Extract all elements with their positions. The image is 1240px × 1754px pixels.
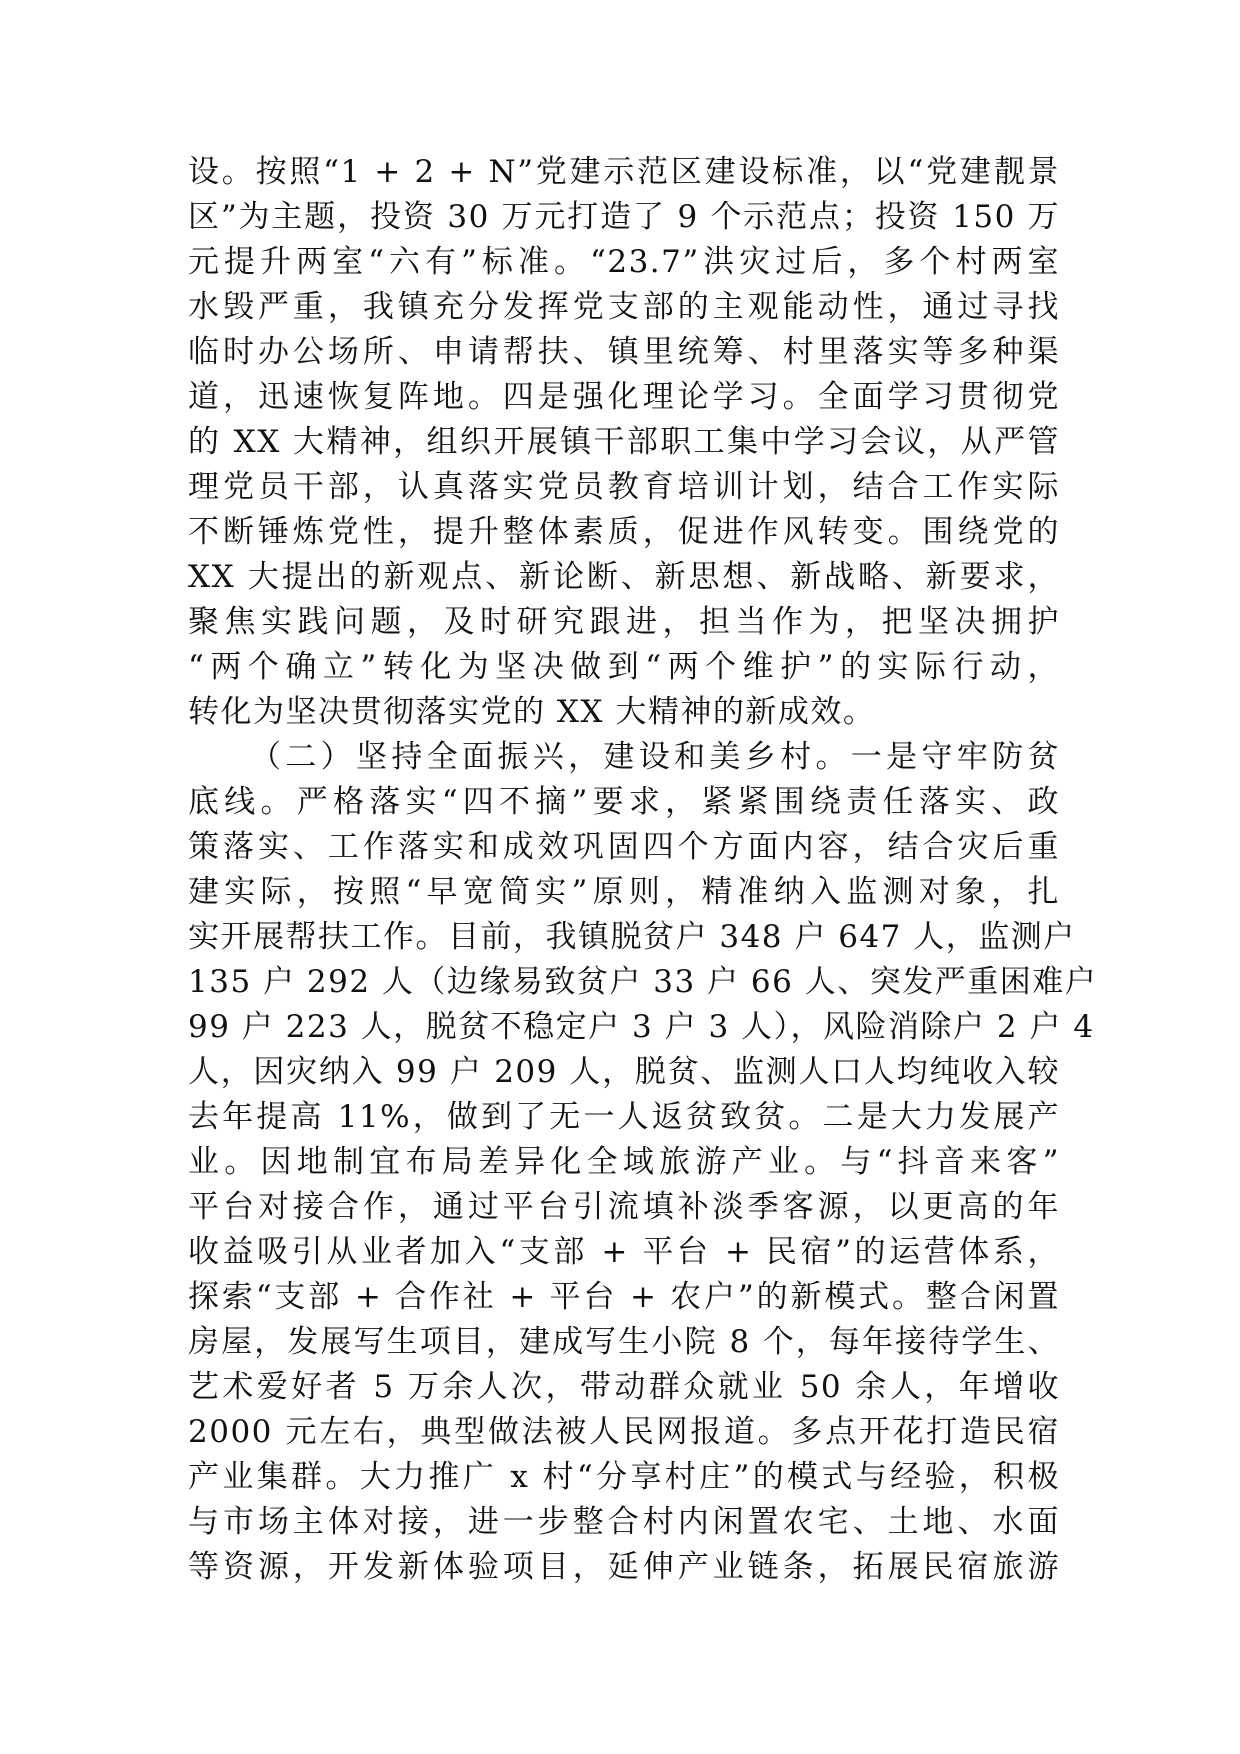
- text-line: “两个确立”转化为坚决做到“两个维护”的实际行动，: [188, 649, 1060, 685]
- text-line: 道，迅速恢复阵地。四是强化理论学习。全面学习贯彻党: [188, 379, 1060, 415]
- text-line: 人，因灾纳入 99 户 209 人，脱贫、监测人口人均纯收入较: [188, 1054, 1060, 1090]
- text-line: 艺术爱好者 5 万余人次，带动群众就业 50 余人，年增收: [188, 1369, 1060, 1405]
- text-line: 聚焦实践问题，及时研究跟进，担当作为，把坚决拥护: [188, 604, 1060, 640]
- text-line: 临时办公场所、申请帮扶、镇里统筹、村里落实等多种渠: [188, 334, 1060, 370]
- text-line: 设。按照“1 + 2 + N”党建示范区建设标准，以“党建靓景: [188, 154, 1060, 190]
- text-line: 的 XX 大精神，组织开展镇干部职工集中学习会议，从严管: [188, 424, 1060, 460]
- text-line: 业。因地制宜布局差异化全域旅游产业。与“抖音来客”: [188, 1144, 1060, 1180]
- text-line: 2000 元左右，典型做法被人民网报道。多点开花打造民宿: [188, 1414, 1060, 1450]
- text-line: 不断锤炼党性，提升整体素质，促进作风转变。围绕党的: [188, 514, 1060, 550]
- text-line: 策落实、工作落实和成效巩固四个方面内容，结合灾后重: [188, 829, 1060, 865]
- text-line: 房屋，发展写生项目，建成写生小院 8 个，每年接待学生、: [188, 1324, 1060, 1360]
- section-heading-line: （二）坚持全面振兴，建设和美乡村。一是守牢防贫: [250, 739, 1060, 775]
- paragraph-end-line: 转化为坚决贯彻落实党的 XX 大精神的新成效。: [188, 694, 876, 730]
- text-line: 收益吸引从业者加入“支部 + 平台 + 民宿”的运营体系，: [188, 1234, 1060, 1270]
- document-body: [188, 150, 1098, 1590]
- text-line: 产业集群。大力推广 x 村“分享村庄”的模式与经验，积极: [188, 1459, 1060, 1495]
- text-line: XX 大提出的新观点、新论断、新思想、新战略、新要求，: [188, 559, 1060, 595]
- text-line: 探索“支部 + 合作社 + 平台 + 农户”的新模式。整合闲置: [188, 1279, 1060, 1315]
- text-line: 建实际，按照“早宽简实”原则，精准纳入监测对象，扎: [188, 874, 1060, 910]
- text-line: 等资源，开发新体验项目，延伸产业链条，拓展民宿旅游: [188, 1549, 1060, 1585]
- text-line: 区”为主题，投资 30 万元打造了 9 个示范点；投资 150 万: [188, 199, 1060, 235]
- text-line: 水毁严重，我镇充分发挥党支部的主观能动性，通过寻找: [188, 289, 1060, 325]
- text-line: 与市场主体对接，进一步整合村内闲置农宅、土地、水面: [188, 1504, 1060, 1540]
- text-line: 平台对接合作，通过平台引流填补淡季客源，以更高的年: [188, 1189, 1060, 1225]
- text-line: 理党员干部，认真落实党员教育培训计划，结合工作实际: [188, 469, 1060, 505]
- text-line: 去年提高 11%，做到了无一人返贫致贫。二是大力发展产: [188, 1099, 1060, 1135]
- text-line: 底线。严格落实“四不摘”要求，紧紧围绕责任落实、政: [188, 784, 1060, 820]
- text-line: 99 户 223 人，脱贫不稳定户 3 户 3 人），风险消除户 2 户 4: [188, 1009, 1095, 1045]
- text-line: 135 户 292 人（边缘易致贫户 33 户 66 人、突发严重困难户: [188, 964, 1098, 1000]
- text-line: 元提升两室“六有”标准。“23.7”洪灾过后，多个村两室: [188, 244, 1060, 280]
- text-line: 实开展帮扶工作。目前，我镇脱贫户 348 户 647 人，监测户: [188, 919, 1076, 955]
